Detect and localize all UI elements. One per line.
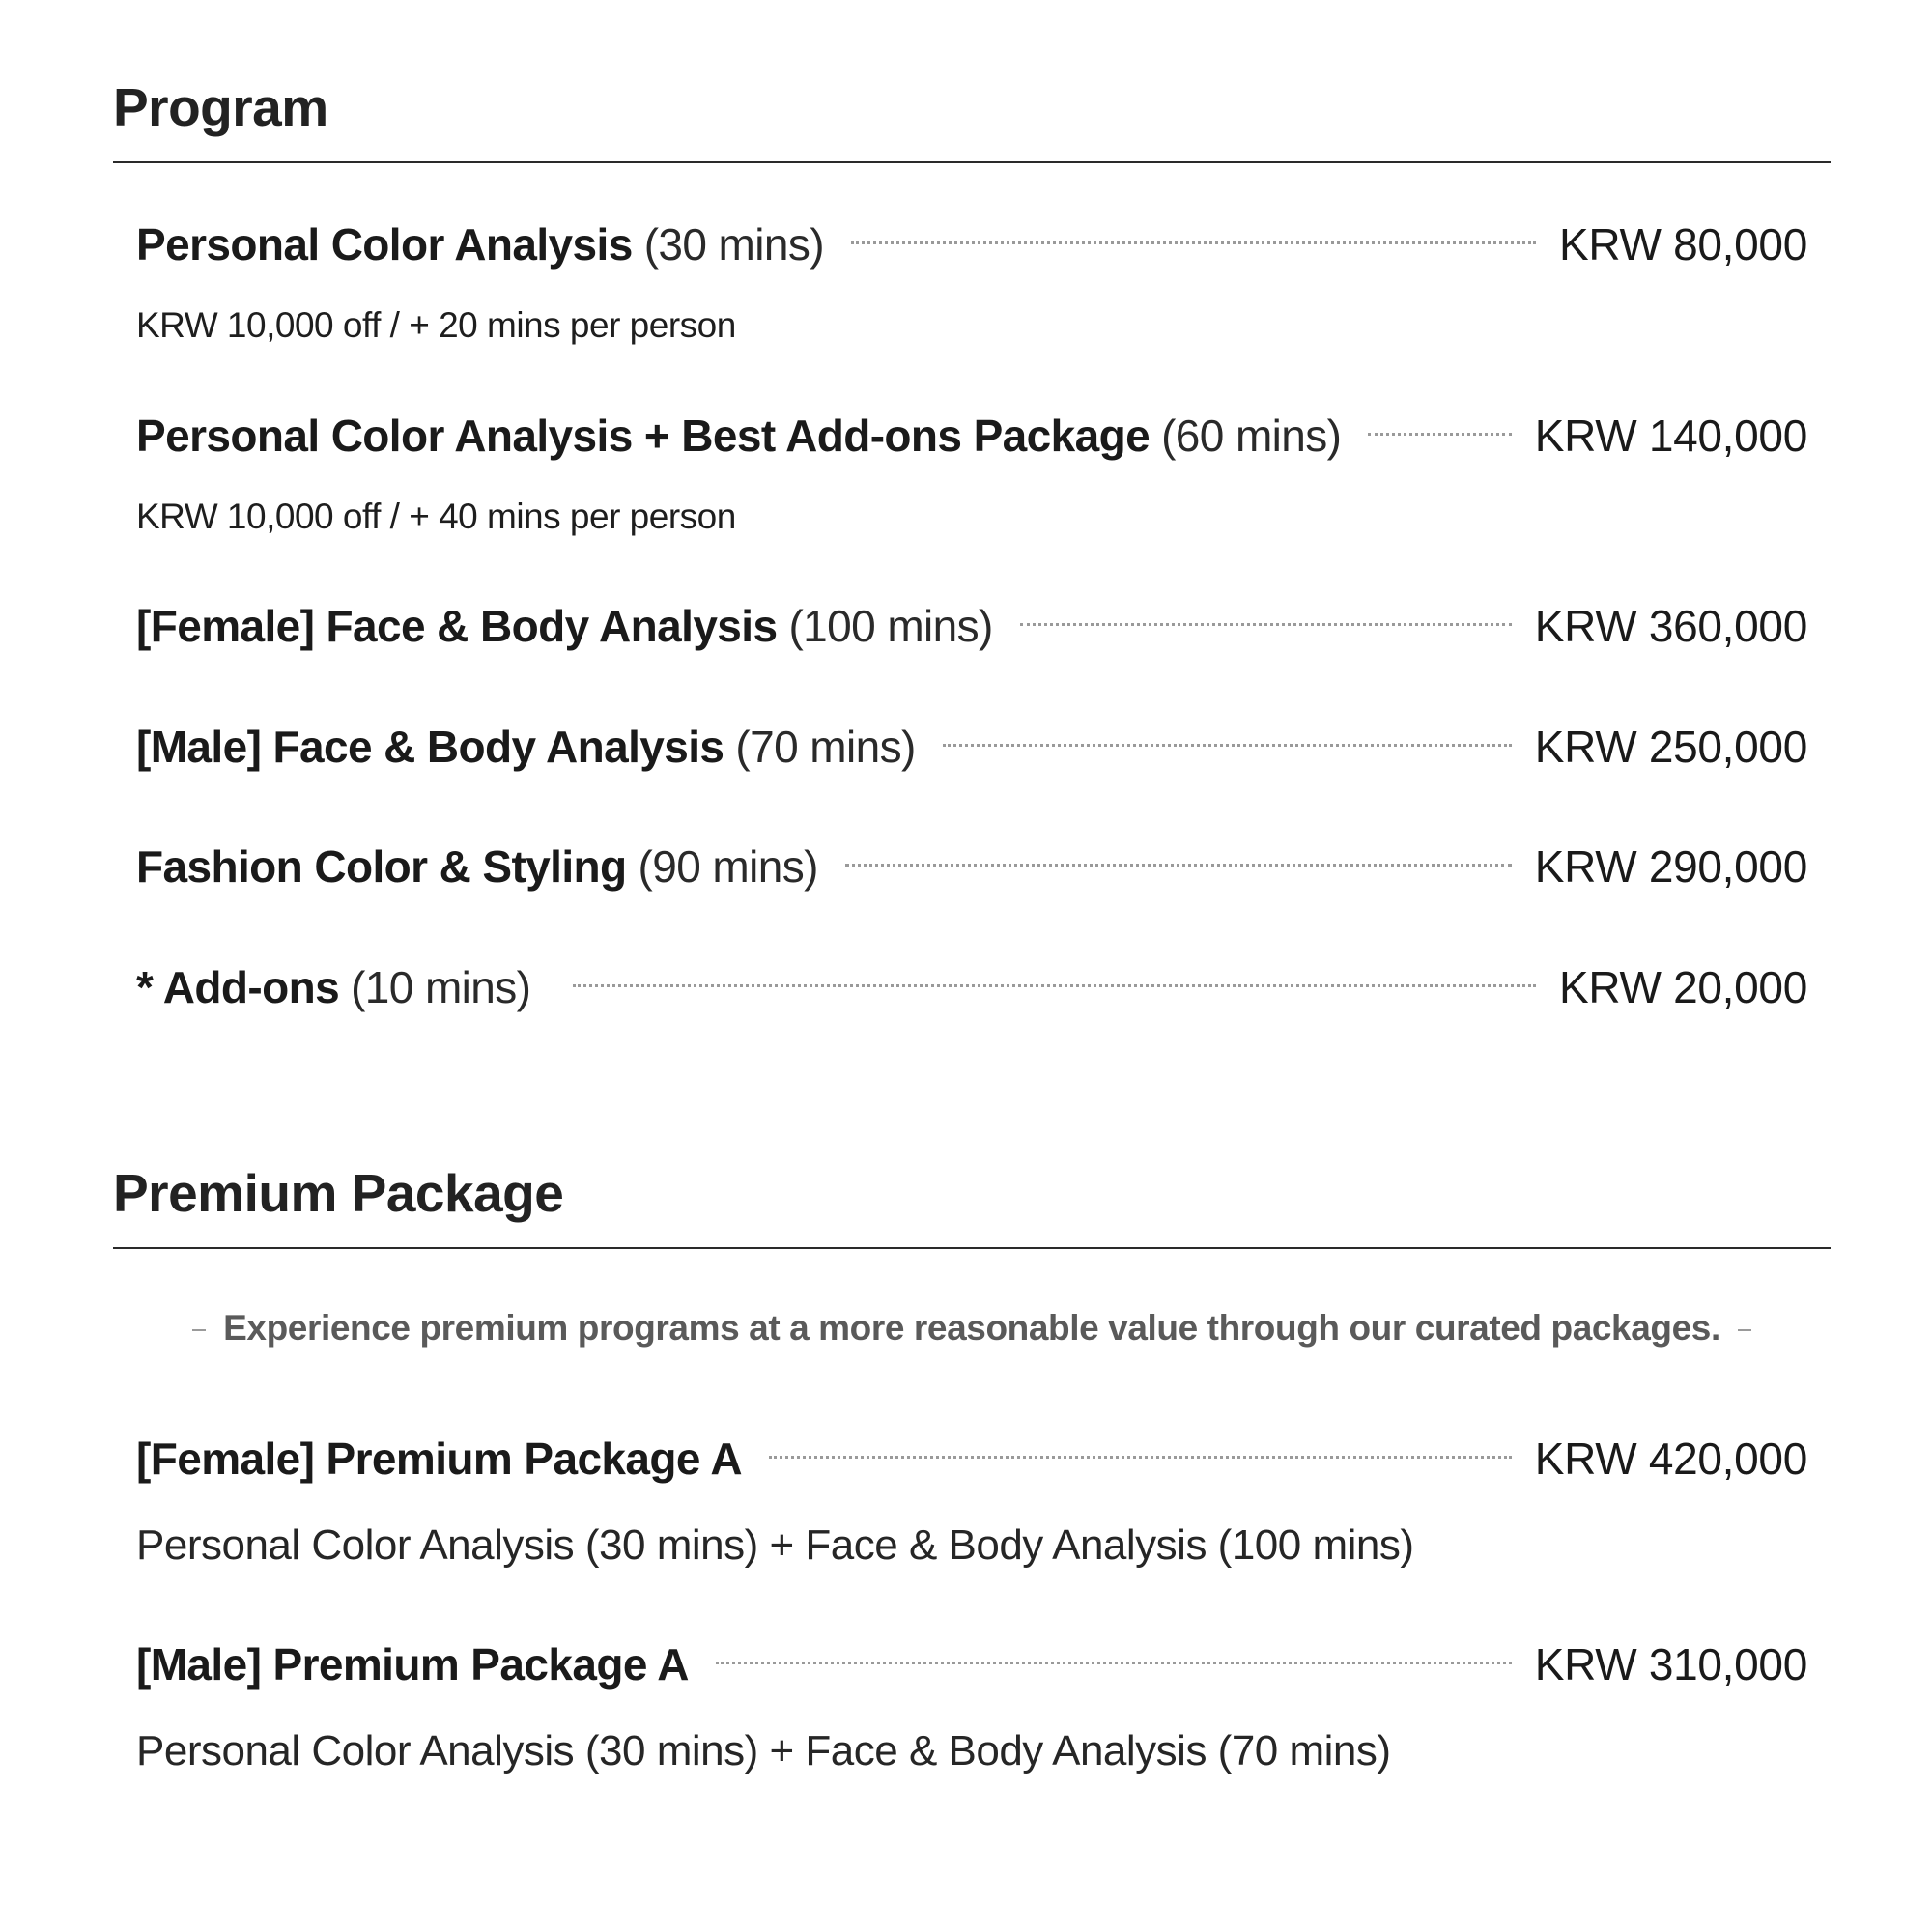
item-duration: (60 mins) — [1161, 411, 1342, 461]
item-price: KRW 80,000 — [1559, 219, 1807, 270]
program-item-personal-color — [136, 211, 1807, 278]
package-detail: Personal Color Analysis (30 mins) + Face & Body Analysis (100 mins) — [136, 1521, 1414, 1569]
item-price: KRW 250,000 — [1534, 722, 1807, 772]
item-name: Personal Color Analysis — [136, 219, 633, 270]
dotted-leader — [716, 1662, 1512, 1664]
item-name: Personal Color Analysis + Best Add-ons Package — [136, 411, 1151, 461]
premium-item-male-a — [136, 1631, 1807, 1698]
program-title: Program — [113, 77, 328, 137]
item-name: Fashion Color & Styling — [136, 841, 627, 892]
dash-right — [1738, 1329, 1751, 1331]
item-duration: (30 mins) — [643, 219, 824, 270]
dotted-leader — [1020, 623, 1512, 626]
item-duration: (10 mins) — [351, 962, 531, 1012]
item-note: KRW 10,000 off / + 20 mins per person — [136, 305, 736, 345]
dash-left — [192, 1329, 206, 1331]
tagline-text: Experience premium programs at a more reasonable value through our curated packages. — [223, 1308, 1720, 1348]
item-name: [Female] Premium Package A — [136, 1434, 742, 1484]
dotted-leader — [845, 864, 1512, 867]
item-price: KRW 360,000 — [1534, 601, 1807, 651]
item-note: KRW 10,000 off / + 40 mins per person — [136, 497, 736, 536]
premium-title: Premium Package — [113, 1163, 564, 1223]
dotted-leader — [851, 242, 1536, 244]
dotted-leader — [1368, 433, 1511, 436]
item-duration: (100 mins) — [788, 601, 993, 651]
program-item-addons — [136, 953, 1807, 1021]
premium-tagline — [113, 1310, 1831, 1346]
item-price: KRW 310,000 — [1534, 1639, 1807, 1690]
premium-divider — [113, 1247, 1831, 1249]
item-price: KRW 290,000 — [1534, 841, 1807, 892]
item-duration: (90 mins) — [638, 841, 818, 892]
item-duration: (70 mins) — [735, 722, 916, 772]
item-name: [Male] Face & Body Analysis — [136, 722, 724, 772]
item-name: * Add-ons — [136, 962, 340, 1012]
dotted-leader — [769, 1456, 1512, 1459]
item-price: KRW 140,000 — [1534, 411, 1807, 461]
item-name: [Male] Premium Package A — [136, 1639, 689, 1690]
package-detail: Personal Color Analysis (30 mins) + Face & Body Analysis (70 mins) — [136, 1727, 1391, 1775]
program-item-personal-color-addons — [136, 402, 1807, 469]
dotted-leader — [573, 984, 1536, 987]
program-item-female-face-body — [136, 592, 1807, 660]
item-price: KRW 20,000 — [1559, 962, 1807, 1012]
program-item-fashion-color — [136, 833, 1807, 900]
premium-item-female-a — [136, 1425, 1807, 1492]
program-divider — [113, 161, 1831, 163]
dotted-leader — [943, 744, 1512, 747]
item-name: [Female] Face & Body Analysis — [136, 601, 778, 651]
item-price: KRW 420,000 — [1534, 1434, 1807, 1484]
program-item-male-face-body — [136, 713, 1807, 781]
